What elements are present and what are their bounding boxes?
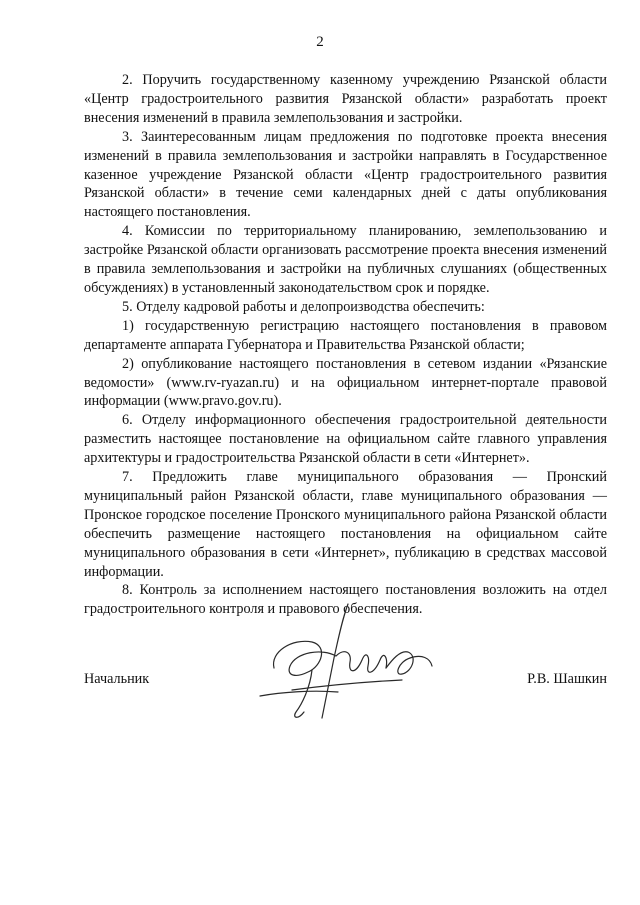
paragraph-5-item-1: 1) государственную регистрацию настоящего постановления в правовом департаменте аппарата Губернатора и Правительства Рязанской области; [84,317,607,353]
signature-block [84,671,607,691]
paragraph-5-item-2: 2) опубликование настоящего постановления в сетевом издании «Рязанские ведомости» (www.rv-ryazan.ru) и на официальном интернет-портале правовой информации (www.pravo.gov.ru). [84,355,607,410]
paragraph-7: 7. Предложить главе муниципального образования — Пронский муниципальный район Рязанской области, главе муниципального образования — Пронское городское поселение Пронского муниципального района Рязанской области обеспечить размещение настоящего постановления на официальном сайте муниципального образования в сети «Интернет», публикацию в средствах массовой информации. [84,469,607,580]
handwritten-signature [252,600,452,725]
paragraph-4: 4. Комиссии по территориальному планированию, землепользованию и застройке Рязанской области организовать рассмотрение проекта внесения изменений в правила землепользования и застройки на публичных слушаниях (общественных обсуждениях) в установленный законодательством срок и порядке. [84,223,607,296]
page-number: 2 [316,34,324,50]
paragraph-6: 6. Отделу информационного обеспечения градостроительной деятельности разместить настоящее постановление на официальном сайте главного управления архитектуры и градостроительства Рязанской области в сети «Интернет». [84,412,607,467]
paragraph-5: 5. Отделу кадровой работы и делопроизводства обеспечить: [122,298,485,315]
paragraph-2: 2. Поручить государственному казенному учреждению Рязанской области «Центр градостроительного развития Рязанской области» разработать проект внесения изменений в правила землепользования и застройки. [84,72,607,126]
paragraph-3: 3. Заинтересованным лицам предложения по подготовке проекта внесения изменений в правила землепользования и застройки направлять в Государственное казенное учреждение Рязанской области «Центр градостроительного развития Рязанской области» в течение семи календарных дней с даты опубликования настоящего постановления. [84,128,607,221]
document-body [84,71,607,619]
paragraph-8: 8. Контроль за исполнением настоящего постановления возложить на отдел градостроительного контроля и правового обеспечения. [84,582,607,618]
signatory-position: Начальник [84,671,150,687]
signatory-name: Р.В. Шашкин [527,671,607,687]
